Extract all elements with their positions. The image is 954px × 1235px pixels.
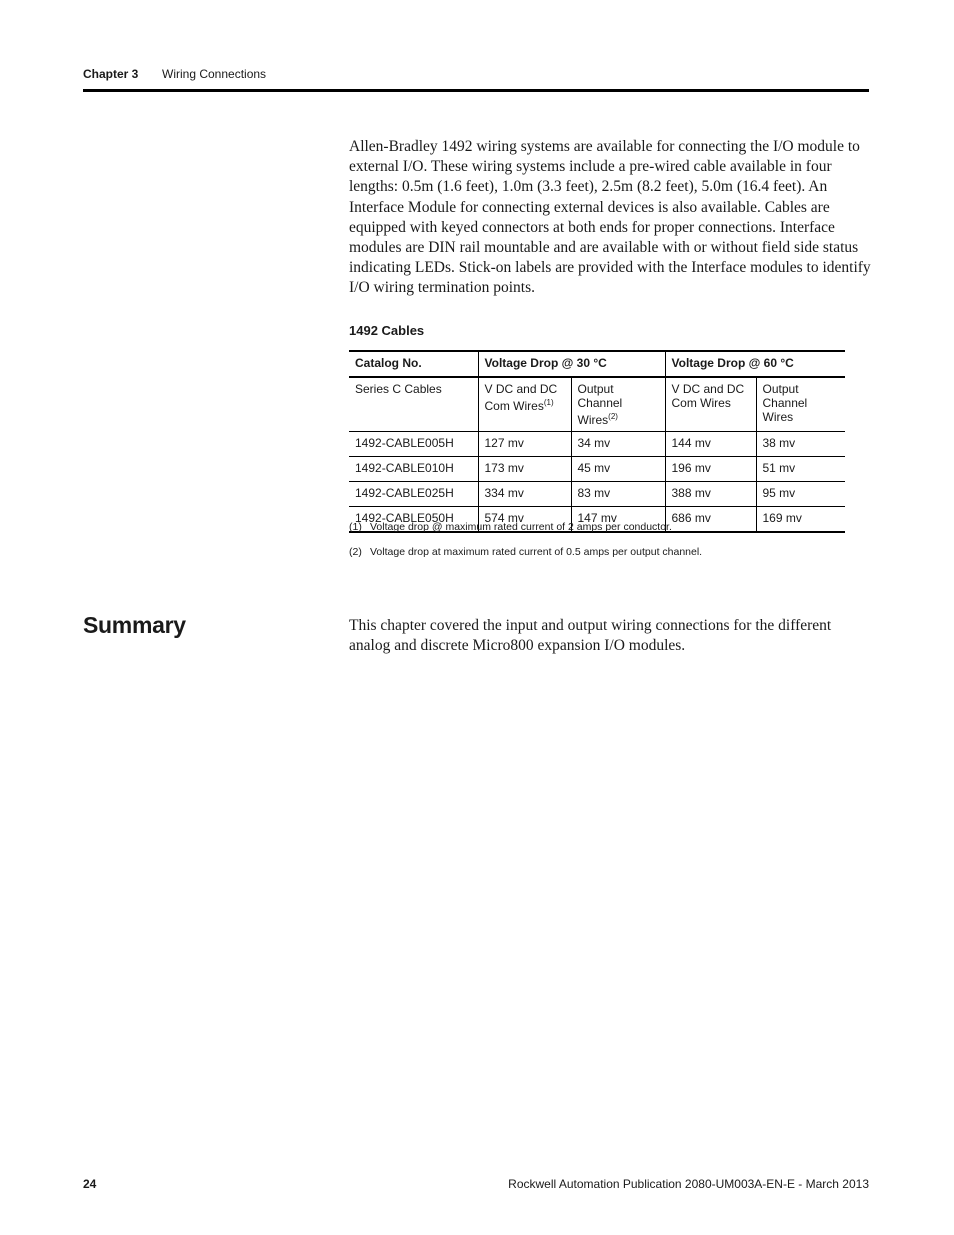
table-cell: 1492-CABLE050H (349, 507, 478, 533)
summary-heading: Summary (83, 612, 186, 638)
subheader-vdc-30: V DC and DC Com Wires$^{(1)}$ (478, 377, 571, 432)
footnote-2: (2) Voltage drop at maximum rated current of 0.5 amps per output channel. (349, 546, 703, 558)
table-cell: 334 mv (478, 482, 571, 507)
table-header-row (349, 351, 845, 377)
header-rule (83, 89, 869, 92)
subheader-output-60: Output Channel Wires (756, 377, 845, 432)
chapter-label: Chapter 3 (83, 67, 139, 81)
table-cell: 686 mv (665, 507, 756, 533)
subheader-output-30: Output Channel Wires$^{(2)}$ (571, 377, 665, 432)
header-voltage-drop-60: Voltage Drop @ 60 °C (665, 351, 845, 377)
table-cell: 127 mv (478, 432, 571, 457)
table-cell: 34 mv (571, 432, 665, 457)
subheader-series: Series C Cables (349, 377, 478, 432)
header-voltage-drop-30: Voltage Drop @ 30 °C (478, 351, 665, 377)
table-cell: 144 mv (665, 432, 756, 457)
table-cell: 1492-CABLE010H (349, 457, 478, 482)
subheader-vdc-60: V DC and DC Com Wires (665, 377, 756, 432)
table-cell: 1492-CABLE025H (349, 482, 478, 507)
running-header (83, 67, 267, 81)
table-row (349, 457, 845, 482)
table-cell: 95 mv (756, 482, 845, 507)
table-cell: 38 mv (756, 432, 845, 457)
table-cell: 388 mv (665, 482, 756, 507)
table-cell: 196 mv (665, 457, 756, 482)
table-row (349, 432, 845, 457)
table-cell: 574 mv (478, 507, 571, 533)
table-cell: 147 mv (571, 507, 665, 533)
table-cell: 169 mv (756, 507, 845, 533)
table-title: 1492 Cables (349, 323, 425, 338)
cables-table (349, 350, 845, 533)
footnote-ref-2: (2) (608, 412, 618, 421)
table-cell: 45 mv (571, 457, 665, 482)
publication-info: Rockwell Automation Publication 2080-UM003A-EN-E - March 2013 (508, 1177, 869, 1191)
table-cell: 83 mv (571, 482, 665, 507)
footnote-1: (1) Voltage drop @ maximum rated current of 2 amps per conductor. (349, 521, 672, 533)
chapter-title: Wiring Connections (162, 67, 267, 81)
table-row (349, 482, 845, 507)
summary-paragraph: This chapter covered the input and output wiring connections for the different analog and discrete Micro800 expansion I/O modules. (349, 617, 832, 655)
footnote-ref-1: (1) (543, 398, 554, 407)
page-number: 24 (83, 1177, 97, 1191)
table-cell: 173 mv (478, 457, 571, 482)
table-cell: 1492-CABLE005H (349, 432, 478, 457)
table-subheader-row (349, 377, 845, 432)
intro-paragraph: Allen-Bradley 1492 wiring systems are available for connecting the I/O module to external I/O. These wiring systems include a pre-wired cable available in four lengths: 0.5m (1.6 feet), 1.0m (3.3 feet), 2.5m (8.2 feet), 5.0m (16.4 feet). An Interface Module for connecting external devices is also available. Cables are equipped with keyed connectors at both ends for proper connections. Interface modules are DIN rail mountable and are available with or without field side status indicating LEDs. Stick-on labels are provided with the Interface modules to identify I/O wiring termination points. (349, 138, 871, 297)
table-cell: 51 mv (756, 457, 845, 482)
header-catalog-no: Catalog No. (349, 351, 478, 377)
